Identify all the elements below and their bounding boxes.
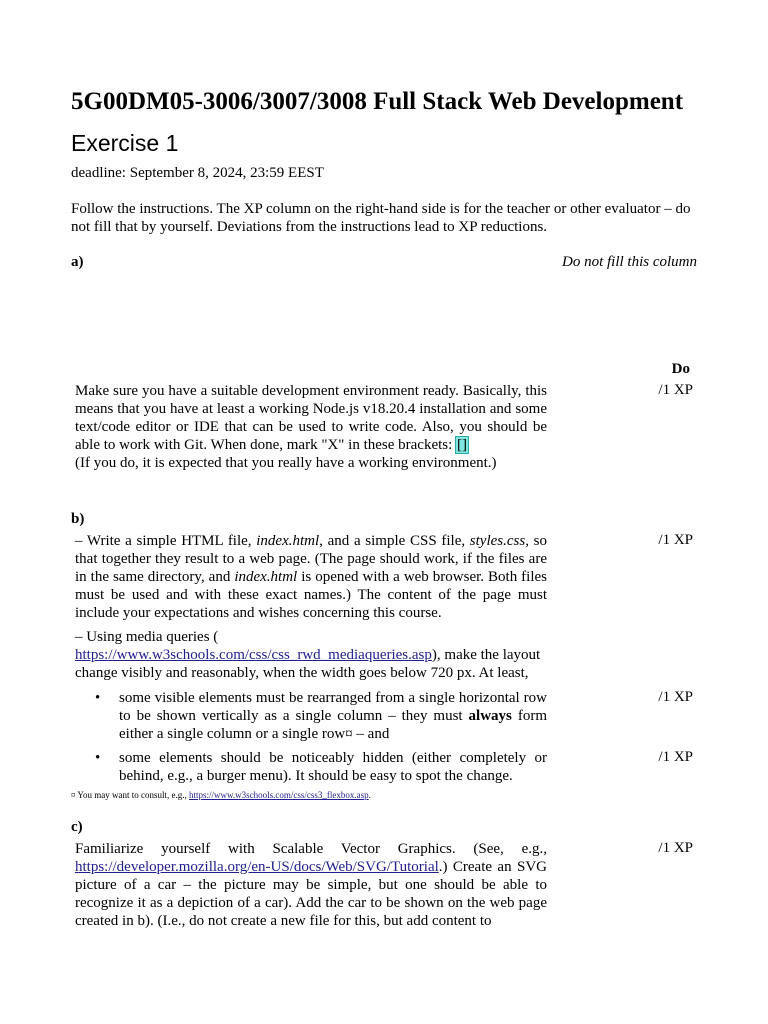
xp-column-note: Do not fill this column bbox=[562, 254, 697, 270]
section-b-paragraph-2 bbox=[75, 628, 547, 682]
done-checkbox[interactable]: [] bbox=[457, 437, 468, 453]
b-p2-text-a: – Using media queries ( bbox=[75, 629, 219, 645]
bullet-1-emphasis: always bbox=[468, 708, 512, 724]
section-c-text bbox=[75, 840, 547, 930]
section-b-paragraph-1 bbox=[75, 532, 547, 622]
bullet-2-xp: /1 XP bbox=[658, 749, 693, 765]
bullet-1-xp: /1 XP bbox=[658, 689, 693, 705]
deadline-text: deadline: September 8, 2024, 23:59 EEST bbox=[71, 165, 324, 181]
b-p1-text-b: , and a simple CSS file, bbox=[319, 533, 470, 549]
index-html-filename: index.html bbox=[256, 533, 320, 549]
section-a-xp: /1 XP bbox=[658, 382, 693, 398]
bullet-item-1 bbox=[75, 689, 547, 743]
c-text-a: Familiarize yourself with Scalable Vector Graphics. (See, e.g., bbox=[75, 841, 547, 857]
b-p1-text-a: – Write a simple HTML file, bbox=[75, 533, 257, 549]
index-html-filename-2: index.html bbox=[234, 569, 298, 585]
bullet-2-glyph: • bbox=[95, 750, 101, 766]
b-p1-text-c: , so that together they result to a web page. (The page should work, if the files are in the same directory, and bbox=[75, 533, 547, 585]
section-c-label: c) bbox=[71, 819, 83, 835]
svg-tutorial-link[interactable]: https://developer.mozilla.org/en-US/docs/Web/SVG/Tutorial bbox=[75, 859, 439, 875]
intro-paragraph: Follow the instructions. The XP column on the right-hand side is for the teacher or other evaluator – do not fill that by yourself. Deviations from the instructions lead to XP reductions. bbox=[71, 201, 691, 235]
bullet-1-text-a: some visible elements must be rearranged from a single horizontal row to be shown vertically as a single column – they must bbox=[119, 690, 547, 724]
document-title: 5G00DM05-3006/3007/3008 Full Stack Web Development bbox=[71, 88, 684, 115]
exercise-subtitle: Exercise 1 bbox=[71, 130, 179, 156]
flexbox-link[interactable]: https://www.w3schools.com/css/css3_flexbox.asp bbox=[189, 790, 369, 800]
section-a-instructions: Make sure you have a suitable development environment ready. Basically, this means that you have at least a working Node.js v18.20.4 installation and some text/code editor or IDE that can be used to write code. Also, you should be able to work with Git. When done, mark "X" in these brackets: bbox=[75, 383, 547, 453]
bullet-item-2 bbox=[75, 749, 547, 785]
media-queries-link[interactable]: https://www.w3schools.com/css/css_rwd_mediaqueries.asp bbox=[75, 647, 432, 663]
b-p1-text-d: is opened with a web browser. Both files must be used and with these exact names.) The content of the page must include your expectations and wishes concerning this course. bbox=[75, 569, 548, 621]
c-text-b: .) Create an SVG picture of a car – the picture may be simple, but one should be able to recognize it as a depiction of a car). Add the car to be shown on the web page created in b). (I.e., do not create a new file for this, but add content to bbox=[75, 859, 547, 929]
section-b-label: b) bbox=[71, 511, 85, 527]
bullet-1-text-b: form either a single column or a single row¤ – and bbox=[119, 708, 547, 742]
section-a-label: a) bbox=[71, 254, 84, 270]
section-b-p1-xp: /1 XP bbox=[658, 532, 693, 548]
xp-column-header: Do bbox=[671, 361, 690, 377]
footnote-text-a: ¤ You may want to consult, e.g., bbox=[71, 790, 189, 800]
section-a-note: (If you do, it is expected that you really have a working environment.) bbox=[75, 455, 497, 471]
footnote-text-b: . bbox=[368, 790, 371, 800]
bullet-2-text: some elements should be noticeably hidden (either completely or behind, e.g., a burger menu). It should be easy to spot the change. bbox=[119, 750, 547, 784]
section-c-xp: /1 XP bbox=[658, 840, 693, 856]
bullet-1-glyph: • bbox=[95, 690, 101, 706]
b-p2-text-b: ), make the layout change visibly and reasonably, when the width goes below 720 px. At least, bbox=[75, 647, 541, 681]
footnote bbox=[71, 790, 371, 800]
styles-css-filename: styles.css bbox=[469, 533, 526, 549]
section-a-text bbox=[75, 382, 547, 472]
